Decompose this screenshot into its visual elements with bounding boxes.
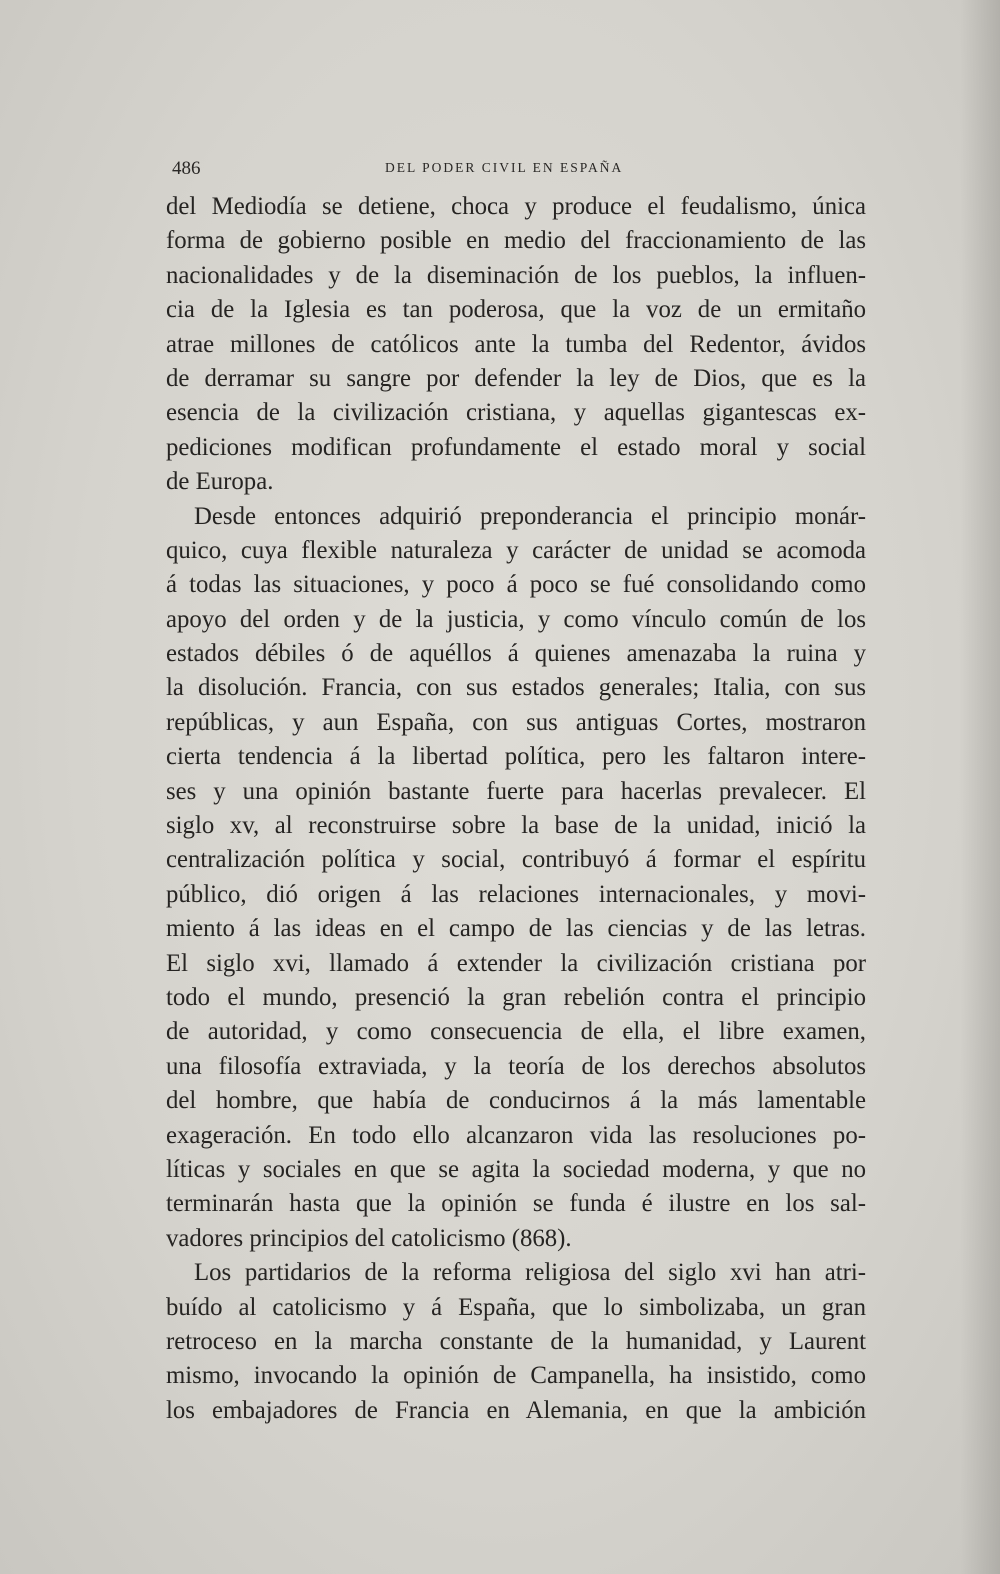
text-line: forma de gobierno posible en medio del fraccionamiento de las bbox=[166, 227, 866, 255]
paragraph bbox=[166, 500, 866, 1257]
text-line: la disolución. Francia, con sus estados generales; Italia, con sus bbox=[166, 674, 866, 702]
text-line: siglo xv, al reconstruirse sobre la base de la unidad, inició la bbox=[166, 812, 866, 840]
text-line: de Europa. bbox=[166, 468, 274, 496]
body-text bbox=[166, 190, 866, 1428]
running-head: DEL PODER CIVIL EN ESPAÑA bbox=[385, 160, 624, 175]
text-line: retroceso en la marcha constante de la humanidad, y Laurent bbox=[166, 1327, 866, 1355]
text-line: Los partidarios de la reforma religiosa del siglo xvi han atri- bbox=[194, 1259, 866, 1287]
text-line: los embajadores de Francia en Alemania, en que la ambición bbox=[166, 1396, 866, 1424]
text-line: á todas las situaciones, y poco á poco se fué consolidando como bbox=[166, 571, 866, 599]
text-line: repúblicas, y aun España, con sus antiguas Cortes, mostraron bbox=[166, 708, 866, 736]
text-line: del hombre, que había de conducirnos á la más lamentable bbox=[166, 1087, 866, 1115]
page-edge-shadow bbox=[960, 0, 1000, 1574]
text-line: Desde entonces adquirió preponderancia el principio monár- bbox=[194, 502, 866, 530]
text-line: ses y una opinión bastante fuerte para hacerlas prevalecer. El bbox=[166, 777, 866, 805]
text-line: buído al catolicismo y á España, que lo simbolizaba, un gran bbox=[166, 1293, 866, 1321]
text-line: atrae millones de católicos ante la tumba del Redentor, ávidos bbox=[166, 330, 866, 358]
text-line: todo el mundo, presenció la gran rebelión contra el principio bbox=[166, 983, 866, 1011]
text-line: público, dió origen á las relaciones internacionales, y movi- bbox=[166, 880, 866, 908]
text-line: centralización política y social, contribuyó á formar el espíritu bbox=[166, 846, 866, 874]
text-line: exageración. En todo ello alcanzaron vida las resoluciones po- bbox=[166, 1121, 866, 1149]
text-line: estados débiles ó de aquéllos á quienes amenazaba la ruina y bbox=[166, 640, 866, 668]
page-header bbox=[170, 158, 870, 182]
text-line: de autoridad, y como consecuencia de ella, el libre examen, bbox=[166, 1018, 866, 1046]
text-line: terminarán hasta que la opinión se funda é ilustre en los sal- bbox=[166, 1190, 866, 1218]
text-line: El siglo xvi, llamado á extender la civilización cristiana por bbox=[166, 949, 866, 977]
text-line: cierta tendencia á la libertad política, pero les faltaron intere- bbox=[166, 743, 866, 771]
text-line: pediciones modifican profundamente el estado moral y social bbox=[166, 433, 866, 461]
text-line: una filosofía extraviada, y la teoría de los derechos absolutos bbox=[166, 1052, 866, 1080]
text-line: del Mediodía se detiene, choca y produce el feudalismo, única bbox=[166, 193, 866, 220]
text-line: apoyo del orden y de la justicia, y como vínculo común de los bbox=[166, 605, 866, 633]
text-line: esencia de la civilización cristiana, y aquellas gigantescas ex- bbox=[166, 399, 866, 427]
text-line: quico, cuya flexible naturaleza y carácter de unidad se acomoda bbox=[166, 536, 866, 564]
text-line: líticas y sociales en que se agita la sociedad moderna, y que no bbox=[166, 1155, 866, 1183]
text-line: miento á las ideas en el campo de las ciencias y de las letras. bbox=[166, 915, 866, 943]
text-line: nacionalidades y de la diseminación de los pueblos, la influen- bbox=[166, 261, 866, 289]
text-line: mismo, invocando la opinión de Campanella, ha insistido, como bbox=[166, 1362, 866, 1390]
text-line: cia de la Iglesia es tan poderosa, que la voz de un ermitaño bbox=[166, 296, 866, 324]
text-line: vadores principios del catolicismo (868). bbox=[166, 1224, 572, 1252]
text-line: de derramar su sangre por defender la ley de Dios, que es la bbox=[166, 364, 866, 392]
paragraph bbox=[166, 190, 866, 500]
page-number: 486 bbox=[172, 158, 201, 179]
paragraph bbox=[166, 1256, 866, 1428]
